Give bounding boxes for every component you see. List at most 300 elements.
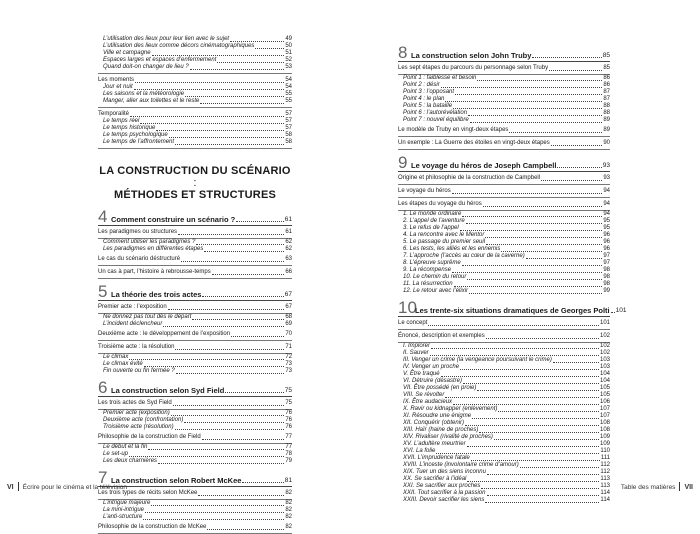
toc-subsection-entry — [398, 288, 610, 295]
entry-page-number: 102 — [599, 333, 610, 339]
part-title-colon: : — [193, 177, 197, 189]
entry-page-number: 114 — [600, 497, 610, 503]
footer-divider — [679, 482, 680, 491]
entry-title: 6. Les tests, les alliés et les ennemis — [403, 246, 501, 252]
entry-page-number: 73 — [285, 361, 292, 367]
entry-title: 11. La résurrection — [403, 281, 453, 287]
entry-page-number: 103 — [599, 357, 610, 363]
toc-subsection-entry — [98, 458, 292, 465]
chapter-number: 6 — [98, 378, 108, 397]
entry-page-number: 103 — [599, 364, 610, 370]
entry-page-number: 61 — [285, 229, 292, 235]
toc-section-entry — [398, 65, 610, 72]
dot-leader — [494, 439, 599, 440]
entry-title: XI. Résoudre une énigme — [403, 413, 472, 419]
entry-title: XVII. L’imprudence fatale — [403, 455, 470, 461]
dot-leader — [477, 390, 599, 391]
chapter-page-number: 93 — [602, 162, 610, 169]
dot-leader — [152, 55, 285, 56]
dot-leader — [168, 309, 285, 310]
entry-title: Le voyage du héros — [398, 188, 451, 194]
entry-page-number: 94 — [603, 201, 610, 207]
entry-title: Un exemple : La Guerre des étoiles en vingt-deux étapes — [398, 140, 550, 146]
dot-leader — [486, 338, 599, 339]
part-title-line2: MÉTHODES ET STRUCTURES — [113, 189, 277, 201]
entry-title: XX. Se sacrifier à l’idéal — [403, 476, 467, 482]
entry-page-number: 57 — [285, 125, 292, 131]
entry-page-number: 57 — [285, 118, 292, 124]
chapter-title: La construction selon Syd Field — [111, 386, 225, 395]
chapter-title: Les trente-six situations dramatiques de Georges Polti — [415, 306, 610, 315]
entry-title: XII. Conquérir (obtenir) — [403, 420, 465, 426]
dot-leader — [553, 362, 599, 363]
toc-subsection-entry — [398, 82, 610, 89]
entry-page-number: 63 — [285, 256, 292, 262]
entry-title: III. Venger un crime (la vengeance poursuivant le crime) — [403, 357, 552, 363]
entry-page-number: 49 — [285, 36, 292, 42]
dot-leader — [454, 286, 603, 287]
dot-leader — [198, 495, 284, 496]
entry-page-number: 57 — [285, 111, 292, 117]
toc-subsection-entry — [398, 96, 610, 103]
book-title: Écrire pour le cinéma et la télévision — [22, 484, 128, 491]
entry-page-number: 77 — [285, 434, 292, 440]
dot-leader — [470, 122, 603, 123]
dot-leader — [202, 296, 283, 297]
entry-title: 7. L’approche (l’accès au cœur de la caverne) — [403, 253, 525, 259]
entry-title: XV. L’adultère meurtrier — [403, 441, 466, 447]
chapter-number: 10 — [398, 298, 417, 317]
entry-title: Le cas du scénario déstructuré — [98, 256, 181, 262]
entry-title: Point 4 : le plan — [403, 96, 445, 102]
entry-page-number: 58 — [285, 132, 292, 138]
dot-leader — [192, 319, 284, 320]
chapter-rule — [98, 225, 292, 226]
entry-page-number: 94 — [603, 188, 610, 194]
dot-leader — [509, 132, 602, 133]
entry-page-number: 96 — [603, 239, 610, 245]
dot-leader — [134, 89, 285, 90]
toc-subsection-entry — [398, 392, 610, 399]
dot-leader — [231, 336, 284, 337]
entry-page-number: 102 — [599, 350, 610, 356]
dot-leader — [236, 221, 284, 222]
toc-subsection-entry — [98, 139, 292, 146]
toc-subsection-entry — [398, 357, 610, 364]
entry-title: Espaces larges et espaces d’enfermement — [103, 57, 217, 63]
entry-page-number: 114 — [600, 490, 610, 496]
entry-rule — [398, 136, 610, 137]
chapter-number: 7 — [98, 468, 108, 487]
dot-leader — [196, 244, 284, 245]
dot-leader — [452, 272, 602, 273]
toc-chapter-heading — [98, 209, 292, 224]
entry-title: 5. Le passage du premier seuil — [403, 239, 486, 245]
entry-rule — [98, 265, 292, 266]
entry-title: 1. Le monde ordinaire — [403, 211, 462, 217]
entry-title: Point 1 : faiblesse et besoin — [403, 75, 477, 81]
entry-title: Point 6 : l’autorévélation — [403, 110, 468, 116]
chapter-rule — [98, 396, 292, 397]
entry-page-number: 108 — [599, 420, 610, 426]
entry-page-number: 76 — [285, 424, 292, 430]
toc-section-entry — [398, 333, 610, 340]
toc-subsection-entry — [398, 469, 610, 476]
toc-subsection-entry — [398, 232, 610, 239]
dot-leader — [173, 405, 285, 406]
entry-page-number: 73 — [285, 368, 292, 374]
dot-leader — [230, 41, 284, 42]
entry-rule — [398, 197, 610, 198]
toc-subsection-entry — [98, 118, 292, 125]
entry-title: L’utilisation des lieux comme décors cinématographiques — [103, 43, 255, 49]
dot-leader — [135, 82, 284, 83]
entry-title: V. Être traqué — [403, 371, 440, 377]
entry-title: Les paradigmes ou structures — [98, 229, 178, 235]
entry-title: Premier acte : l’exposition — [98, 304, 167, 310]
entry-title: Le temps historique — [103, 125, 156, 131]
chapter-page-number: 85 — [602, 52, 610, 59]
entry-title: Point 3 : l’opposant — [403, 89, 455, 95]
toc-chapter-heading — [98, 380, 292, 395]
entry-page-number: 112 — [600, 462, 610, 468]
dot-leader — [453, 108, 602, 109]
toc-subsection-entry — [98, 368, 292, 375]
dot-leader — [175, 144, 284, 145]
dot-leader — [242, 482, 283, 483]
entry-page-number: 75 — [285, 400, 292, 406]
toc-section-entry — [398, 175, 610, 182]
toc-section-entry — [98, 229, 292, 236]
dot-leader — [467, 279, 602, 280]
entry-page-number: 96 — [603, 232, 610, 238]
entry-title: XVIII. L’inceste (involontaire crime d’amour) — [403, 462, 519, 468]
chapter-rule — [398, 171, 610, 172]
entry-page-number: 101 — [599, 320, 610, 326]
toc-subsection-entry — [98, 132, 292, 139]
entry-page-number: 97 — [603, 260, 610, 266]
chapter-page-number: 81 — [284, 477, 292, 484]
entry-title: I. Implorer — [403, 343, 431, 349]
dot-leader — [551, 145, 603, 146]
entry-title: Le concept — [398, 320, 428, 326]
entry-page-number: 55 — [285, 98, 292, 104]
entry-title: Les deux charnières — [103, 458, 158, 464]
entry-title: 12. Le retour avec l’élixir — [403, 288, 469, 294]
dot-leader — [144, 366, 285, 367]
toc-section-entry — [98, 256, 292, 263]
entry-page-number: 72 — [285, 354, 292, 360]
entry-rule — [398, 329, 610, 330]
entry-page-number: 85 — [603, 65, 610, 71]
entry-page-number: 51 — [285, 50, 292, 56]
dot-leader — [541, 180, 602, 181]
entry-page-number: 104 — [599, 371, 610, 377]
toc-subsection-entry — [398, 211, 610, 218]
dot-leader — [485, 237, 602, 238]
dot-leader — [158, 463, 284, 464]
toc-subsection-entry — [398, 274, 610, 281]
entry-page-number: 109 — [599, 434, 610, 440]
part-title-line1: LA CONSTRUCTION DU SCÉNARIO — [99, 165, 291, 177]
dot-leader — [479, 432, 599, 433]
entry-page-number: 71 — [285, 344, 292, 350]
toc-subsection-entry — [398, 434, 610, 441]
toc-section-entry — [98, 490, 292, 497]
entry-title: VI. Détruire (désastre) — [403, 378, 463, 384]
entry-title: Fin ouverte ou fin fermée ? — [103, 368, 175, 374]
toc-subsection-entry — [98, 239, 292, 246]
dot-leader — [175, 349, 284, 350]
dot-leader — [169, 137, 285, 138]
entry-title: Origine et philosophie de la construction de Campbell — [398, 175, 541, 181]
entry-page-number: 77 — [285, 444, 292, 450]
dot-leader — [501, 251, 602, 252]
entry-page-number: 54 — [285, 84, 292, 90]
entry-title: L’utilisation des lieux pour leur lien avec le sujet — [103, 36, 230, 42]
dot-leader — [483, 206, 603, 207]
toc-section-entry — [98, 434, 292, 441]
toc-subsection-entry — [98, 321, 292, 328]
toc-subsection-entry — [398, 281, 610, 288]
entry-title: Manger, aller aux toilettes et le reste — [103, 98, 200, 104]
dot-leader — [487, 474, 599, 475]
entry-page-number: 104 — [599, 378, 610, 384]
dot-leader — [486, 244, 602, 245]
entry-page-number: 68 — [285, 314, 292, 320]
toc-section-entry — [98, 77, 292, 84]
dot-leader — [441, 376, 599, 377]
entry-title: Point 2 : désir — [403, 82, 440, 88]
toc-subsection-entry — [398, 427, 610, 434]
entry-title: Deuxième acte : le développement de l’exposition — [98, 331, 231, 337]
dot-leader — [445, 397, 599, 398]
dot-leader — [477, 80, 602, 81]
dot-leader — [465, 425, 599, 426]
entry-page-number: 94 — [603, 211, 610, 217]
entry-title: Deuxième acte (confrontation) — [103, 417, 184, 423]
dot-leader — [430, 355, 599, 356]
right-page-number: VII — [684, 484, 693, 491]
chapter-title: La construction selon John Truby — [411, 51, 532, 60]
entry-title: XIX. Tuer un des siens inconnu — [403, 469, 486, 475]
chapter-page-number: 75 — [284, 387, 292, 394]
entry-title: IX. Être audacieux — [403, 399, 453, 405]
dot-leader — [163, 326, 284, 327]
toc-subsection-entry — [98, 361, 292, 368]
entry-title: XIII. Haïr (haine de proches) — [403, 427, 479, 433]
dot-leader — [176, 373, 285, 374]
toc-subsection-entry — [98, 125, 292, 132]
entry-title: 9. La récompense — [403, 267, 452, 273]
entry-title: Le temps de l’affrontement — [103, 139, 175, 145]
entry-page-number: 54 — [285, 77, 292, 83]
toc-subsection-entry — [398, 462, 610, 469]
entry-page-number: 66 — [285, 269, 292, 275]
left-page — [0, 0, 350, 530]
dot-leader — [441, 87, 603, 88]
entry-page-number: 52 — [285, 57, 292, 63]
dot-leader — [532, 57, 601, 58]
toc-subsection-entry — [98, 514, 292, 521]
dot-leader — [217, 62, 284, 63]
dot-leader — [204, 251, 284, 252]
entry-page-number: 87 — [603, 89, 610, 95]
chapter-title: La construction selon Robert McKee — [111, 476, 242, 485]
entry-page-number: 82 — [285, 500, 292, 506]
entry-title: Le climax — [103, 354, 129, 360]
entry-title: Jour et nuit — [103, 84, 133, 90]
entry-page-number: 96 — [603, 246, 610, 252]
entry-page-number: 69 — [285, 321, 292, 327]
entry-page-number: 67 — [285, 304, 292, 310]
toc-subsection-entry — [98, 500, 292, 507]
entry-rule — [98, 278, 292, 279]
toc-subsection-entry — [98, 50, 292, 57]
entry-page-number: 88 — [603, 110, 610, 116]
entry-page-number: 86 — [603, 82, 610, 88]
chapter-rule — [398, 316, 610, 317]
entry-page-number: 113 — [600, 483, 610, 489]
entry-title: X. Ravir ou kidnapper (enlèvement) — [403, 406, 498, 412]
entry-title: IV. Venger un proche — [403, 364, 460, 370]
entry-title: Les saisons et la météorologie — [103, 91, 185, 97]
entry-page-number: 99 — [603, 288, 610, 294]
toc-subsection-entry — [398, 267, 610, 274]
dot-leader — [225, 392, 283, 393]
entry-page-number: 86 — [603, 75, 610, 81]
right-page — [350, 0, 700, 503]
entry-title: Les moments — [98, 77, 135, 83]
toc-subsection-entry — [98, 57, 292, 64]
dot-leader — [175, 429, 285, 430]
toc-subsection-entry — [398, 343, 610, 350]
dot-leader — [181, 261, 284, 262]
toc-subsection-entry — [398, 218, 610, 225]
entry-page-number: 105 — [599, 392, 610, 398]
chapter-number: 8 — [398, 43, 408, 62]
toc-subsection-entry — [398, 110, 610, 117]
toc-subsection-entry — [398, 246, 610, 253]
section-title: Table des matières — [620, 484, 676, 491]
toc-section-entry — [98, 111, 292, 118]
entry-title: Les sept étapes du parcours du personnage selon Truby — [398, 65, 549, 71]
entry-title: Les trois types de récits selon McKee — [98, 490, 198, 496]
toc-chapter-heading — [398, 298, 627, 317]
toc-subsection-entry — [398, 413, 610, 420]
entry-rule — [398, 184, 610, 185]
dot-leader — [471, 460, 600, 461]
entry-page-number: 110 — [600, 448, 610, 454]
chapter-rule — [398, 61, 610, 62]
dot-leader — [156, 130, 284, 131]
dot-leader — [145, 512, 284, 513]
toc-subsection-entry — [98, 314, 292, 321]
dot-leader — [460, 369, 599, 370]
dot-leader — [468, 115, 602, 116]
entry-page-number: 53 — [285, 64, 292, 70]
entry-title: Le temps psychologique — [103, 132, 168, 138]
entry-page-number: 76 — [285, 417, 292, 423]
entry-rule — [98, 148, 292, 149]
dot-leader — [467, 481, 599, 482]
dot-leader — [520, 467, 600, 468]
dot-leader — [463, 383, 599, 384]
toc-subsection-entry — [398, 260, 610, 267]
toc-subsection-entry — [398, 441, 610, 448]
toc-subsection-entry — [398, 385, 610, 392]
dot-leader — [140, 123, 284, 124]
entry-title: Quand doit-on changer de lieu ? — [103, 64, 189, 70]
dot-leader — [557, 167, 601, 168]
entry-page-number: 62 — [285, 246, 292, 252]
footer-divider — [18, 482, 19, 491]
toc-section-entry — [98, 331, 292, 338]
entry-title: II. Sauver — [403, 350, 429, 356]
dot-leader — [467, 446, 599, 447]
toc-subsection-entry — [398, 406, 610, 413]
dot-leader — [453, 404, 599, 405]
dot-leader — [431, 348, 599, 349]
entry-title: Ville et campagne — [103, 50, 151, 56]
entry-title: 2. L’appel de l’aventure — [403, 218, 465, 224]
entry-title: Comment utiliser les paradigmes ? — [103, 239, 196, 245]
entry-page-number: 62 — [285, 239, 292, 245]
entry-title: VII. Être possédé (en proie) — [403, 385, 477, 391]
entry-page-number: 70 — [285, 331, 292, 337]
toc-subsection-entry — [98, 84, 292, 91]
dot-leader — [151, 505, 284, 506]
entry-title: XVI. La folie — [403, 448, 436, 454]
entry-page-number: 89 — [603, 117, 610, 123]
toc-section-entry — [98, 524, 292, 531]
entry-title: Ne donnez pas tout dès le départ — [103, 314, 192, 320]
toc-subsection-entry — [98, 507, 292, 514]
dot-leader — [472, 418, 599, 419]
chapter-page-number: 67 — [284, 291, 292, 298]
toc-section-entry — [398, 140, 610, 147]
toc-subsection-entry — [98, 444, 292, 451]
entry-title: Point 7 : nouvel équilibre — [403, 117, 469, 123]
entry-page-number: 58 — [285, 139, 292, 145]
dot-leader — [148, 449, 284, 450]
entry-page-number: 102 — [599, 343, 610, 349]
dot-leader — [190, 69, 285, 70]
entry-page-number: 113 — [600, 476, 610, 482]
entry-title: Les étapes du voyage du héros — [398, 201, 482, 207]
entry-page-number: 106 — [599, 399, 610, 405]
dot-leader — [212, 274, 285, 275]
toc-section-entry — [98, 344, 292, 351]
entry-title: Le modèle de Truby en vingt-deux étapes — [398, 127, 509, 133]
entry-page-number: 82 — [285, 490, 292, 496]
entry-page-number: 82 — [285, 507, 292, 513]
entry-title: Le set-up — [103, 451, 129, 457]
entry-title: VIII. Se révolter — [403, 392, 445, 398]
left-footer — [7, 482, 127, 491]
dot-leader — [428, 325, 599, 326]
entry-page-number: 93 — [603, 175, 610, 181]
entry-page-number: 109 — [599, 441, 610, 447]
toc-section-entry — [398, 320, 610, 327]
toc-section-entry — [398, 201, 610, 208]
toc-subsection-entry — [398, 483, 610, 490]
entry-page-number: 87 — [603, 96, 610, 102]
part-title — [98, 165, 292, 201]
toc-section-entry — [98, 269, 292, 276]
toc-subsection-entry — [398, 364, 610, 371]
chapter-number: 9 — [398, 153, 408, 172]
